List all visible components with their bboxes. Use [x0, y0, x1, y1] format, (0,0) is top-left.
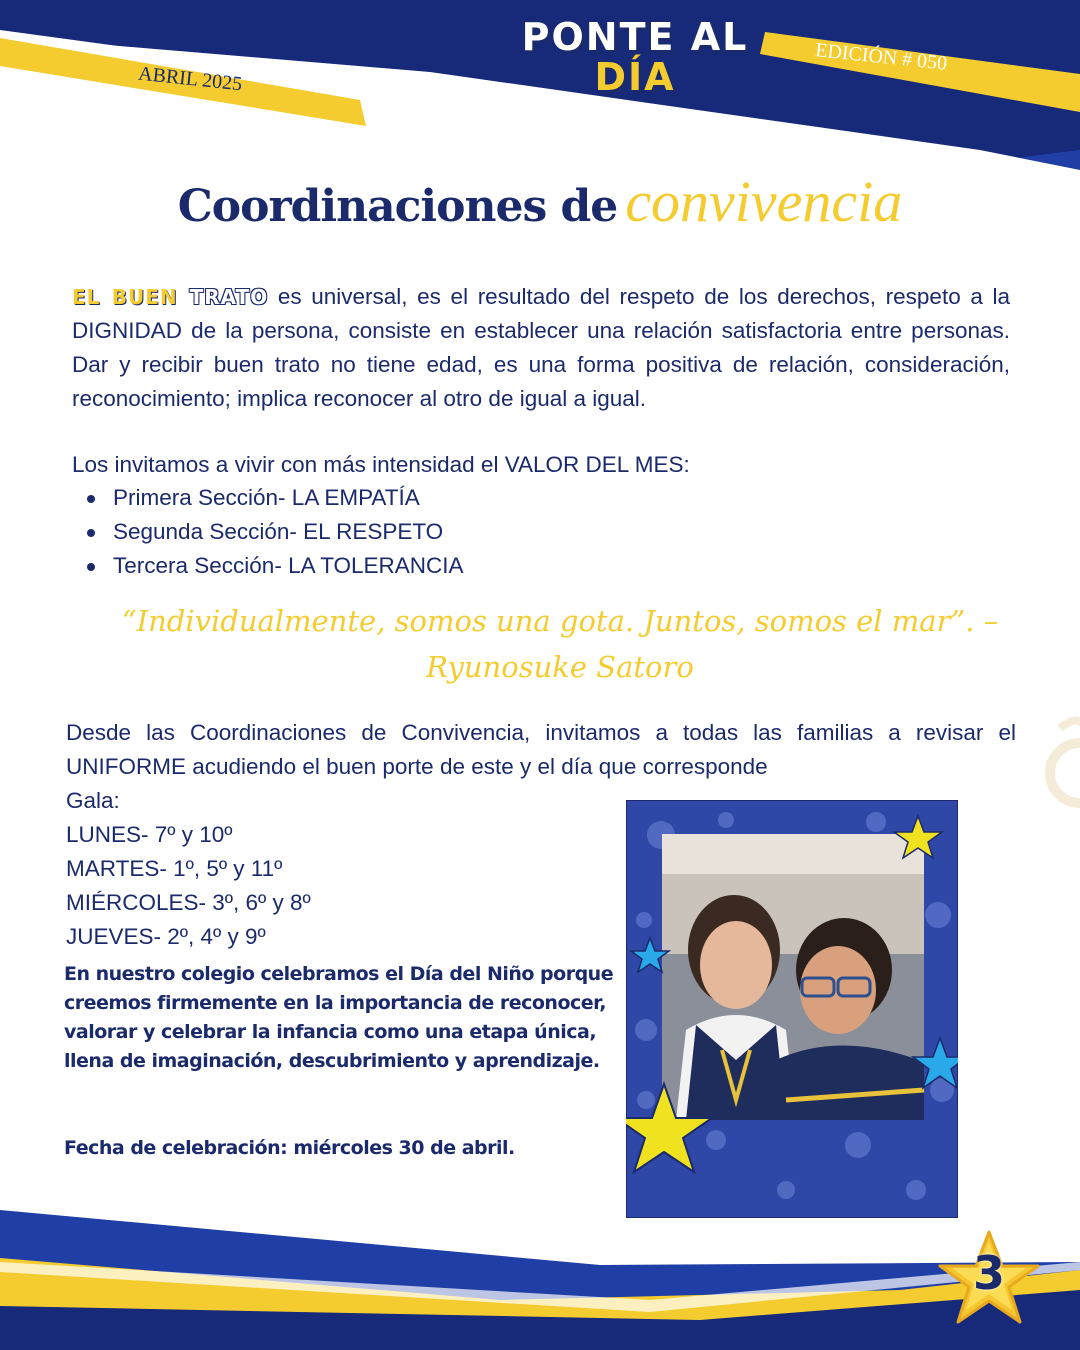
celebration-date: Fecha de celebración: miércoles 30 de abril.	[64, 1137, 515, 1159]
uniform-schedule	[66, 784, 311, 954]
issue-date: ABRIL 2025	[137, 62, 244, 96]
side-decoration	[1040, 708, 1080, 818]
edition-number: EDICIÓN # 050	[814, 39, 949, 75]
schedule-line: LUNES- 7º y 10º	[66, 822, 233, 847]
lead-phrase-2: TRATO	[189, 285, 269, 309]
quote-author: Ryunosuke Satoro	[426, 650, 694, 684]
page-title	[0, 168, 1080, 235]
brand-line-1: PONTE AL	[521, 15, 749, 59]
quote-line-1: “Individualmente, somos una gota. Juntos, somos el mar”. –	[121, 604, 999, 638]
schedule-line: JUEVES- 2º, 4º y 9º	[66, 924, 266, 949]
list-item: Segunda Sección- EL RESPETO	[72, 515, 464, 549]
schedule-line: Gala:	[66, 788, 120, 813]
celebration-paragraph: En nuestro colegio celebramos el Día del Niño porque creemos firmemente en la importancia de reconocer, valorar y celebrar la infancia como una etapa única, llena de imaginación, descubrimiento y aprendizaje.	[64, 963, 614, 1072]
title-main: Coordinaciones de	[177, 181, 618, 232]
uniform-paragraph: Desde las Coordinaciones de Convivencia, invitamos a todas las familias a revisar el UNIFORME acudiendo el buen porte de este y el día que corresponde	[66, 720, 1016, 779]
quote	[110, 598, 1010, 690]
values-intro: Los invitamos a vivir con más intensidad el VALOR DEL MES:	[72, 452, 690, 477]
brand-line-2: DÍA	[594, 55, 676, 99]
schedule-line: MARTES- 1º, 5º y 11º	[66, 856, 283, 881]
intro-text: es universal, es el resultado del respeto de los derechos, respeto a la DIGNIDAD de la persona, consiste en establecer una relación satisfactoria entre personas. Dar y recibir buen trato no tiene edad, es una forma positiva de relación, consideración, reconocimiento; implica reconocer al otro de igual a igual.	[72, 284, 1010, 411]
schedule-line: MIÉRCOLES- 3º, 6º y 8º	[66, 890, 311, 915]
intro-paragraph	[72, 280, 1010, 416]
page-number: 3	[972, 1246, 1005, 1300]
values-list	[72, 481, 464, 583]
list-item: Tercera Sección- LA TOLERANCIA	[72, 549, 464, 583]
photo-frame	[626, 800, 958, 1218]
newsletter-brand	[480, 15, 790, 99]
lead-phrase-1: EL BUEN	[72, 285, 178, 309]
children-photo	[662, 834, 924, 1120]
title-accent: convivencia	[625, 169, 903, 234]
list-item: Primera Sección- LA EMPATÍA	[72, 481, 464, 515]
